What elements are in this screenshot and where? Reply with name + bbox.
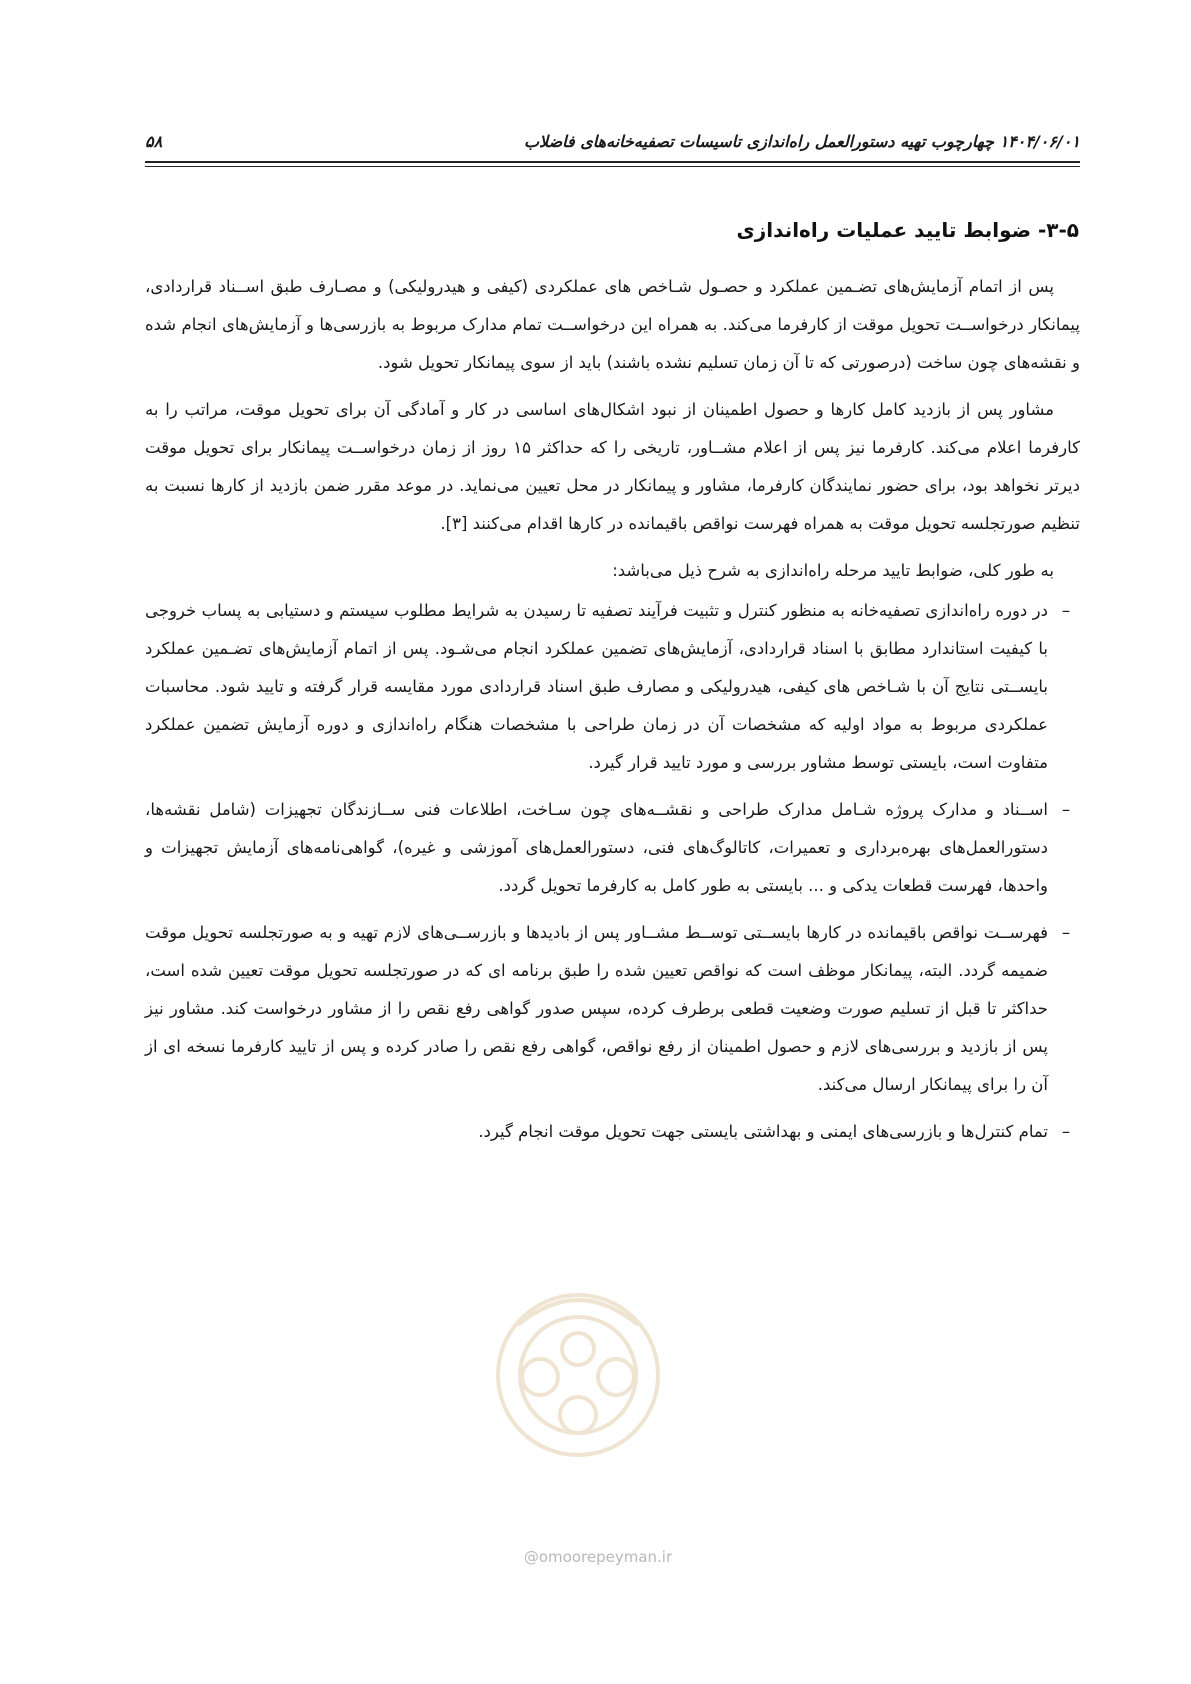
criteria-list [145, 592, 1080, 1151]
header-title: ۱۴۰۴/۰۶/۰۱ چهارچوب تهیه دستورالعمل راه‌اندازی تاسیسات تصفیه‌خانه‌های فاضلاب [523, 131, 1080, 151]
bullet-dash: – [1061, 800, 1071, 819]
list-item [145, 1113, 1080, 1151]
list-item-text: فهرســت نواقص باقیمانده در کارها بایســتی توســط مشــاور پس از بادیدها و بازرســی‌های لازم تهیه و به صورتجلسه تحویل موقت ضمیمه گردد. البته، پیمانکار موظف است که نواقص تعیین شده را طبق برنامه ای که در صورتجلسه تحویل موقت تعیین شده است، حداکثر تا قبل از تسلیم صورت وضعیت قطعی برطرف کرده، سپس صدور گواهی رفع نقص را از مشاور درخواست کند. مشاور نیز پس از بازدید و بررسی‌های لازم و حصول اطمینان از رفع نواقص، گواهی رفع نقص را صادر کرده و پس از تایید کارفرما نسخه ای از آن را برای پیمانکار ارسال می‌کند. [145, 923, 1048, 1094]
bullet-dash: – [1061, 923, 1071, 942]
watermark-url: @omoorepeyman.ir [523, 1548, 673, 1566]
bullet-dash: – [1061, 601, 1071, 620]
body-text [145, 268, 1080, 1160]
paragraph: پس از اتمام آزمایش‌های تضـمین عملکرد و حصـول شـاخص های عملکردی (کیفی و هیدرولیکی) و مصـارف طبق اســناد قراردادی، پیمانکار درخواســت تحویل موقت از کارفرما می‌کند. به همراه این درخواســت تمام مدارک مربوط به بازرسی‌ها و آزمایش‌های انجام شده و نقشه‌های چون ساخت (درصورتی که تا آن زمان تسلیم نشده باشند) باید از سوی پیمانکار تحویل شود. [145, 277, 1080, 372]
list-item [145, 791, 1080, 905]
header-rule-thick [145, 161, 1080, 163]
list-item [145, 592, 1080, 782]
page-number: ۵۸ [145, 131, 163, 151]
bullet-dash: – [1061, 1122, 1071, 1141]
list-item-text: اســناد و مدارک پروژه شـامل مدارک طراحی و نقشــه‌های چون سـاخت، اطلاعات فنی ســازندگان تجهیزات (شامل نقشه‌ها، دستورالعمل‌های بهره‌برداری و تعمیرات، کاتالوگ‌های فنی، دستورالعمل‌های آموزشی و غیره)، گواهی‌نامه‌های آزمایش تجهیزات و واحدها، فهرست قطعات یدکی و ... بایستی به طور کامل به کارفرما تحویل گردد. [145, 800, 1048, 895]
list-intro: به طور کلی، ضوابط تایید مرحله راه‌اندازی به شرح ذیل می‌باشد: [612, 561, 1054, 580]
list-item-text: تمام کنترل‌ها و بازرسی‌های ایمنی و بهداشتی بایستی جهت تحویل موقت انجام گیرد. [478, 1122, 1048, 1141]
running-header [145, 128, 1080, 154]
list-item [145, 914, 1080, 1104]
header-rule-thin [145, 166, 1080, 167]
watermark-seal-icon [478, 1265, 678, 1465]
paragraph: مشاور پس از بازدید کامل کارها و حصول اطمینان از نبود اشکال‌های اساسی در کار و آمادگی آن برای تحویل موقت، مراتب را به کارفرما اعلام می‌کند. کارفرما نیز پس از اعلام مشــاور، تاریخی را که حداکثر ۱۵ روز از زمان درخواســت پیمانکار برای تحویل موقت دیرتر نخواهد بود، برای حضور نمایندگان کارفرما، مشاور و پیمانکار در محل تعیین می‌نماید. در موعد مقرر ضمن بازدید از کارها نسبت به تنظیم صورتجلسه تحویل موقت به همراه فهرست نواقص باقیمانده در کارها اقدام می‌کنند [۳]. [145, 400, 1080, 533]
section-heading: ۳-۵- ضوابط تایید عملیات راه‌اندازی [736, 218, 1079, 242]
list-item-text: در دوره راه‌اندازی تصفیه‌خانه به منظور کنترل و تثبیت فرآیند تصفیه تا رسیدن به شرایط مطلوب سیستم و دستیابی به پساب خروجی با کیفیت استاندارد مطابق با اسناد قراردادی، آزمایش‌های تضمین عملکرد انجام می‌شـود. پس از اتمام آزمایش‌های تضـمین عملکرد بایســتی نتایج آن با شـاخص های کیفی، هیدرولیکی و مصارف طبق اسناد قراردادی مورد مقایسه قرار گرفته و تایید شود. محاسبات عملکردی مربوط به مواد اولیه که مشخصات آن در زمان طراحی با مشخصات هنگام راه‌اندازی و دوره آزمایش تضمین عملکرد متفاوت است، بایستی توسط مشاور بررسی و مورد تایید قرار گیرد. [145, 601, 1048, 772]
